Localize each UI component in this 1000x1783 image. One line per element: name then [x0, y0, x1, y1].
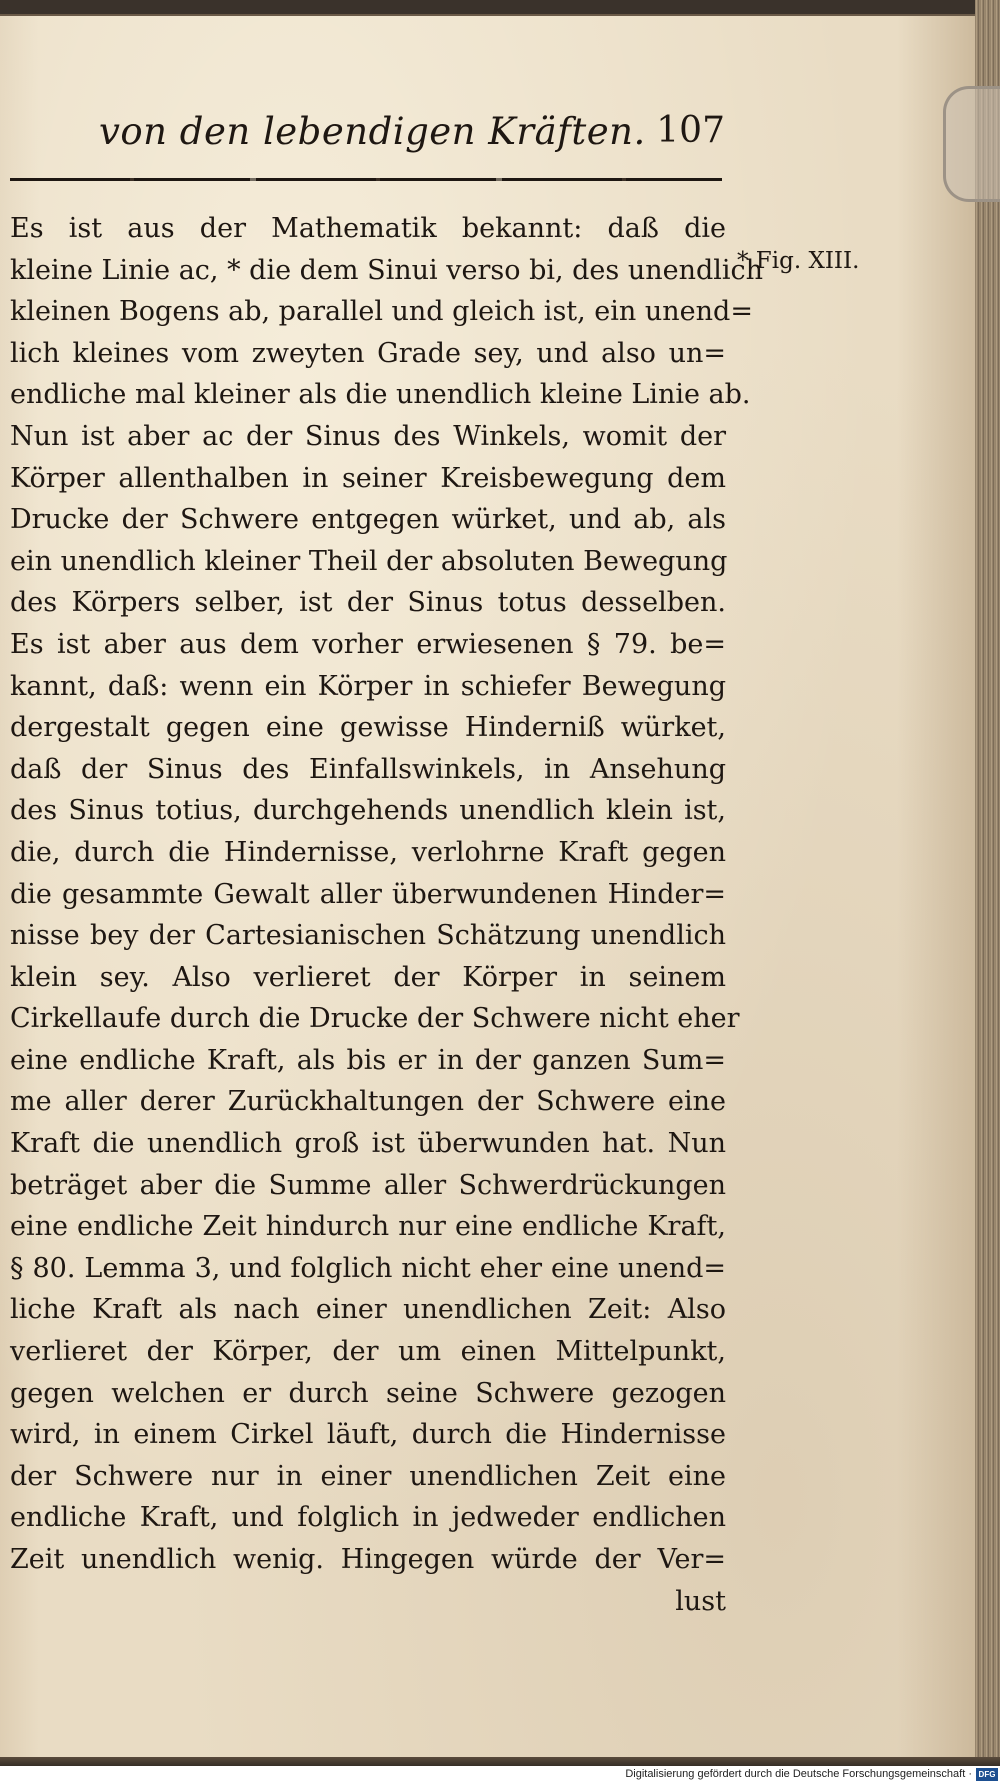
- text-line: § 80. Lemma 3, und folglich nicht eher eine unend=: [10, 1252, 726, 1284]
- text-line: nisse bey der Cartesianischen Schätzung unendlich: [10, 920, 726, 952]
- text-line: Kraft die unendlich groß ist überwunden hat. Nun: [10, 1128, 726, 1160]
- text-line: daß der Sinus des Einfallswinkels, in Ansehung: [10, 753, 726, 785]
- running-title: von den lebendigen Kräften.: [99, 110, 646, 153]
- text-line: der Schwere nur in einer unendlichen Zeit eine: [10, 1460, 726, 1492]
- text-line: endliche Kraft, und folglich in jedweder endlichen: [10, 1502, 726, 1534]
- text-line: Cirkellaufe durch die Drucke der Schwere nicht eher: [10, 1003, 740, 1035]
- text-line: me aller derer Zurückhaltungen der Schwere eine: [10, 1086, 726, 1118]
- body-text: [10, 208, 764, 1622]
- text-line: Nun ist aber ac der Sinus des Winkels, womit der: [10, 420, 726, 452]
- text-line: Es ist aber aus dem vorher erwiesenen § 79. be=: [10, 628, 726, 660]
- text-line: beträget aber die Summe aller Schwerdrückungen: [10, 1169, 726, 1201]
- text-line: des Sinus totius, durchgehends unendlich klein ist,: [10, 795, 726, 827]
- page-header: [95, 110, 725, 170]
- text-line: verlieret der Körper, der um einen Mittelpunkt,: [10, 1336, 726, 1368]
- text-line: des Körpers selber, ist der Sinus totus desselben.: [10, 587, 726, 619]
- text-line: liche Kraft als nach einer unendlichen Zeit: Also: [10, 1294, 726, 1326]
- text-line: kleinen Bogens ab, parallel und gleich ist, ein unend=: [10, 296, 753, 328]
- text-line: wird, in einem Cirkel läuft, durch die Hindernisse: [10, 1419, 726, 1451]
- text-line: die, durch die Hindernisse, verlohrne Kraft gegen: [10, 836, 726, 868]
- page-edges: [975, 0, 1000, 1783]
- text-line: Körper allenthalben in seiner Kreisbewegung dem: [10, 462, 726, 494]
- text-line: die gesammte Gewalt aller überwundenen Hinder=: [10, 878, 726, 910]
- text-line: klein sey. Also verlieret der Körper in seinem: [10, 961, 726, 993]
- funding-credit: Digitalisierung gefördert durch die Deutsche Forschungsgemeinschaft ·: [625, 1768, 972, 1780]
- text-line: kleine Linie ac, * die dem Sinui verso bi, des unendlich: [10, 254, 764, 286]
- margin-note-figure-ref: * Fig. XIII.: [737, 248, 860, 274]
- text-line: eine endliche Zeit hindurch nur eine endliche Kraft,: [10, 1211, 726, 1243]
- text-line: Zeit unendlich wenig. Hingegen würde der Ver=: [10, 1544, 726, 1575]
- page-number: 107: [656, 110, 725, 151]
- page-clip-tab: [943, 86, 1000, 202]
- text-line: kannt, daß: wenn ein Körper in schiefer Bewegung: [10, 670, 726, 702]
- text-line: Es ist aus der Mathematik bekannt: daß die: [10, 213, 726, 244]
- dfg-logo-icon: DFG: [976, 1768, 998, 1781]
- header-rule: [10, 178, 722, 181]
- text-line: gegen welchen er durch seine Schwere gezogen: [10, 1377, 726, 1409]
- text-line: dergestalt gegen eine gewisse Hinderniß würket,: [10, 712, 726, 744]
- text-line: lich kleines vom zweyten Grade sey, und also un=: [10, 337, 726, 369]
- text-line: endliche mal kleiner als die unendlich kleine Linie ab.: [10, 379, 751, 411]
- text-line: eine endliche Kraft, als bis er in der ganzen Sum=: [10, 1044, 726, 1076]
- text-line: Drucke der Schwere entgegen würket, und ab, als: [10, 504, 726, 536]
- catchword-line: lust: [675, 1585, 726, 1617]
- text-line: ein unendlich kleiner Theil der absoluten Bewegung: [10, 545, 728, 577]
